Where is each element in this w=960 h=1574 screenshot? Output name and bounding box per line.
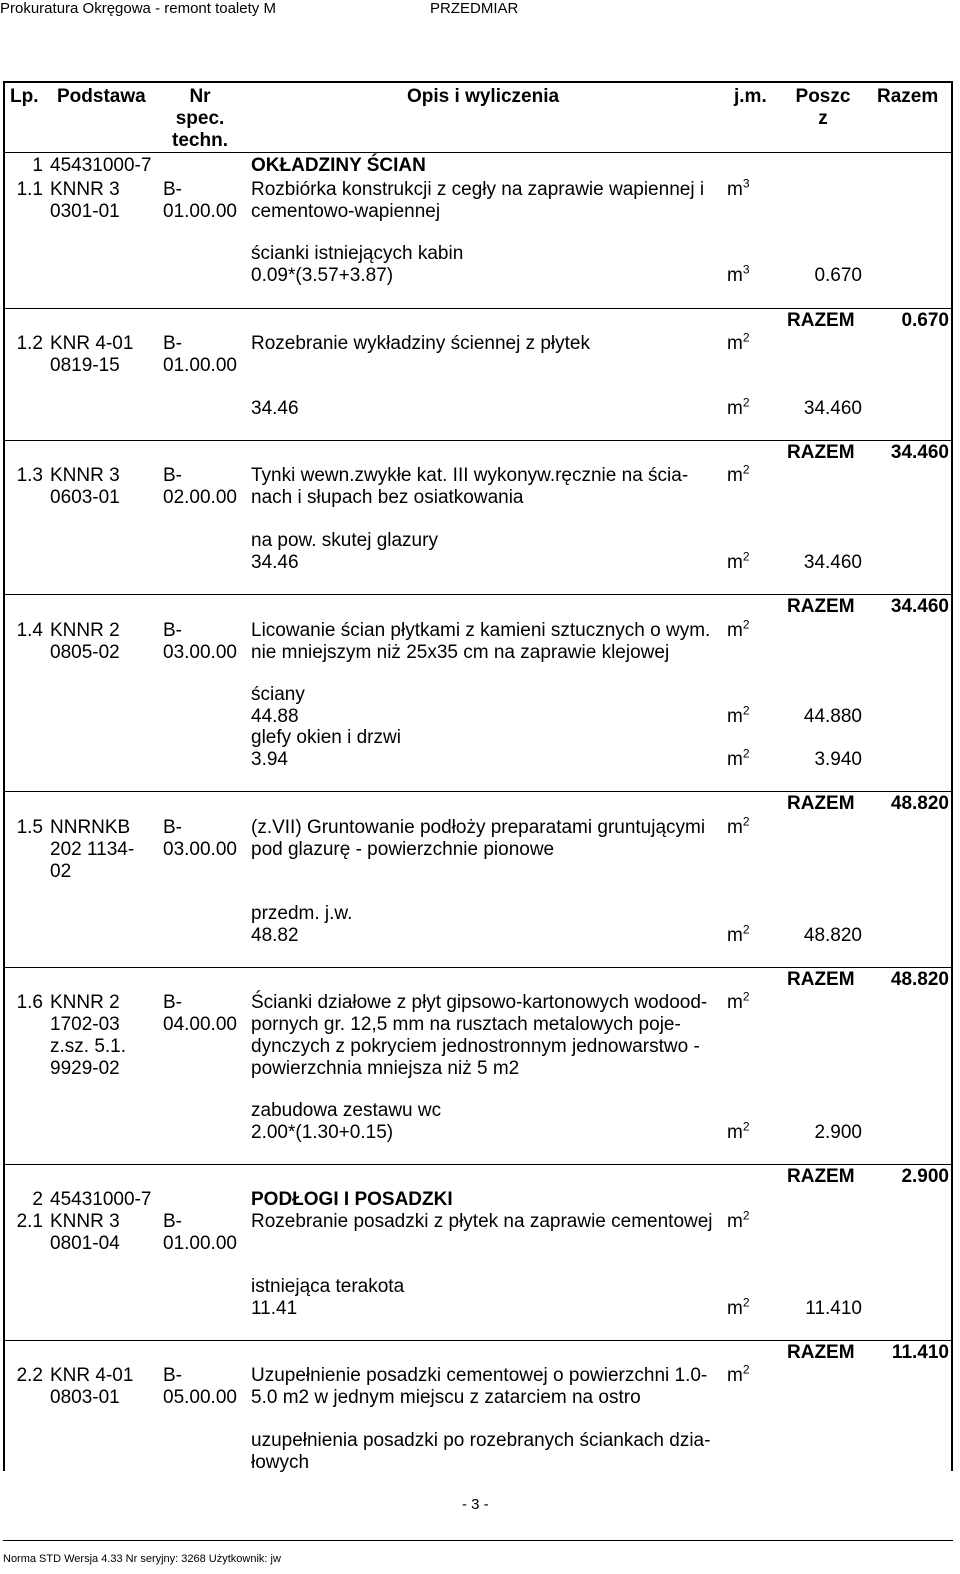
footer-divider — [3, 1540, 953, 1541]
calc-expression: 48.82 — [251, 925, 299, 946]
page-number: - 3 - — [462, 1496, 489, 1513]
col-razem: Razem — [877, 86, 939, 107]
item-lp: 1.1 — [16, 179, 43, 200]
item-opis-line4: powierzchnia mniejsza niż 5 m2 — [251, 1058, 520, 1079]
calc-jm: $m^3$ — [727, 262, 750, 286]
row-divider — [3, 967, 953, 968]
razem-label: RAZEM — [787, 310, 855, 331]
item-opis-line2: nach i słupach bez osiatkowania — [251, 487, 524, 508]
col-opis: Opis i wyliczenia — [407, 86, 560, 107]
item-podstawa-line4: 9929-02 — [50, 1058, 120, 1079]
calc-jm: $m^2$ — [727, 395, 750, 419]
item-nr: B- — [163, 817, 182, 838]
item-lp: 1.6 — [16, 992, 43, 1013]
calc-label: zabudowa zestawu wc — [251, 1100, 442, 1121]
footer-info: Norma STD Wersja 4.33 Nr seryjny: 3268 Użytkownik: jw — [3, 1553, 281, 1565]
razem-value: 0.670 — [901, 310, 949, 331]
calc-value: 34.460 — [803, 552, 862, 573]
item-jm: $m^2$ — [727, 1362, 750, 1386]
item-opis: Ścianki działowe z płyt gipsowo-kartonowych wodood- — [251, 992, 708, 1013]
razem-value: 2.900 — [901, 1166, 949, 1187]
calc-label: przedm. j.w. — [251, 903, 353, 924]
row-divider — [3, 594, 953, 595]
calc-value: 11.410 — [805, 1298, 862, 1319]
item-podstawa-line2: 1702-03 — [50, 1014, 120, 1035]
row-divider — [3, 308, 953, 309]
item-nr: B- — [163, 1211, 182, 1232]
item-opis-line2: pornych gr. 12,5 mm na rusztach metalowych poje- — [251, 1014, 681, 1035]
item-podstawa: KNNR 3 — [50, 179, 120, 200]
calc-value: 3.940 — [814, 749, 862, 770]
calc-value: 34.460 — [803, 398, 862, 419]
row-divider — [3, 791, 953, 792]
item-podstawa-line3: 02 — [50, 861, 72, 882]
item-podstawa: KNR 4-01 — [50, 1365, 134, 1386]
razem-label: RAZEM — [787, 969, 855, 990]
item-nr: B- — [163, 465, 182, 486]
calc-value: 2.900 — [814, 1122, 862, 1143]
item-lp: 1.5 — [16, 817, 43, 838]
item-opis: (z.VII) Gruntowanie podłoży preparatami gruntującymi — [251, 817, 706, 838]
item-podstawa: NNRNKB — [50, 817, 131, 838]
item-nr: B- — [163, 333, 182, 354]
col-nr: Nr — [189, 86, 211, 107]
calc-expression: 11.41 — [251, 1298, 298, 1319]
calc-expression: 34.46 — [251, 552, 299, 573]
item-podstawa-line2: 0301-01 — [50, 201, 120, 222]
item-podstawa-line2: 0801-04 — [50, 1233, 120, 1254]
item-lp: 2.1 — [16, 1211, 43, 1232]
item-podstawa-line2: 0603-01 — [50, 487, 120, 508]
calc-label: na pow. skutej glazury — [251, 530, 438, 551]
item-nr-line2: 01.00.00 — [163, 1233, 237, 1254]
table-top-border — [3, 81, 953, 83]
section-number: 1 — [32, 155, 43, 176]
section-title: PODŁOGI I POSADZKI — [251, 1189, 453, 1210]
item-opis: Rozebranie wykładziny ściennej z płytek — [251, 333, 590, 354]
razem-value: 34.460 — [890, 442, 949, 463]
razem-value: 34.460 — [890, 596, 949, 617]
razem-label: RAZEM — [787, 793, 855, 814]
item-podstawa: KNNR 3 — [50, 1211, 120, 1232]
calc-label-line2: łowych — [251, 1452, 310, 1473]
row-divider — [3, 1164, 953, 1165]
section-number: 2 — [32, 1189, 43, 1210]
calc-expression: 44.88 — [251, 706, 299, 727]
calc-jm: $m^2$ — [727, 746, 750, 770]
item-lp: 1.2 — [16, 333, 43, 354]
item-nr-line2: 03.00.00 — [163, 642, 237, 663]
col-poszcz: Poszc — [795, 86, 851, 107]
item-jm: $m^2$ — [727, 814, 750, 838]
item-opis: Tynki wewn.zwykłe kat. III wykonyw.ręcznie na ścia- — [251, 465, 689, 486]
item-nr-line2: 01.00.00 — [163, 355, 237, 376]
item-podstawa-line2: 0805-02 — [50, 642, 120, 663]
calc-expression: 0.09*(3.57+3.87) — [251, 265, 394, 286]
item-nr-line2: 03.00.00 — [163, 839, 237, 860]
item-nr: B- — [163, 992, 182, 1013]
document-type: PRZEDMIAR — [430, 0, 519, 17]
calc-expression: 3.94 — [251, 749, 288, 770]
item-lp: 1.3 — [16, 465, 43, 486]
item-podstawa-line2: 0803-01 — [50, 1387, 120, 1408]
razem-label: RAZEM — [787, 442, 855, 463]
col-jm: j.m. — [734, 86, 767, 107]
calc-label: ściany — [251, 684, 305, 705]
calc-expression: 34.46 — [251, 398, 299, 419]
item-jm: $m^2$ — [727, 462, 750, 486]
item-jm: $m^2$ — [727, 989, 750, 1013]
calc-jm: $m^2$ — [727, 703, 750, 727]
item-nr: B- — [163, 179, 182, 200]
col-lp: Lp. — [10, 86, 39, 107]
calc-jm: $m^2$ — [727, 549, 750, 573]
section-code: 45431000-7 — [50, 1189, 152, 1210]
calc-value: 44.880 — [803, 706, 862, 727]
calc-value: 48.820 — [803, 925, 862, 946]
razem-label: RAZEM — [787, 1342, 855, 1363]
razem-value: 48.820 — [890, 793, 949, 814]
item-podstawa-line3: z.sz. 5.1. — [50, 1036, 127, 1057]
calc-label: glefy okien i drzwi — [251, 727, 401, 748]
calc-jm: $m^2$ — [727, 1295, 750, 1319]
calc-expression: 2.00*(1.30+0.15) — [251, 1122, 394, 1143]
item-nr-line2: 05.00.00 — [163, 1387, 237, 1408]
item-opis-line3: dynczych z pokryciem jednostronnym jednowarstwo - — [251, 1036, 700, 1057]
item-nr: B- — [163, 1365, 182, 1386]
item-lp: 2.2 — [16, 1365, 43, 1386]
item-nr-line2: 02.00.00 — [163, 487, 237, 508]
col-nr-line2: spec. — [175, 108, 225, 129]
item-podstawa-line2: 202 1134- — [50, 839, 135, 860]
item-jm: $m^2$ — [727, 330, 750, 354]
item-podstawa: KNNR 2 — [50, 620, 120, 641]
calc-jm: $m^2$ — [727, 1119, 750, 1143]
calc-value: 0.670 — [814, 265, 862, 286]
table-right-border — [951, 81, 953, 1471]
item-opis-line2: pod glazurę - powierzchnie pionowe — [251, 839, 555, 860]
item-opis-line2: nie mniejszym niż 25x35 cm na zaprawie klejowej — [251, 642, 670, 663]
razem-label: RAZEM — [787, 1166, 855, 1187]
row-divider — [3, 440, 953, 441]
razem-value: 11.410 — [891, 1342, 949, 1363]
razem-label: RAZEM — [787, 596, 855, 617]
item-podstawa: KNNR 2 — [50, 992, 120, 1013]
item-jm: $m^3$ — [727, 176, 750, 200]
item-podstawa: KNNR 3 — [50, 465, 120, 486]
header-divider — [3, 152, 953, 153]
col-poszcz-line2: z — [818, 108, 828, 129]
item-opis: Rozbiórka konstrukcji z cegły na zaprawie wapiennej i — [251, 179, 705, 200]
calc-jm: $m^2$ — [727, 922, 750, 946]
item-podstawa: KNR 4-01 — [50, 333, 134, 354]
item-opis-line2: 5.0 m2 w jednym miejscu z zatarciem na ostro — [251, 1387, 641, 1408]
row-divider — [3, 1340, 953, 1341]
razem-value: 48.820 — [890, 969, 949, 990]
section-title: OKŁADZINY ŚCIAN — [251, 155, 426, 176]
item-opis: Rozebranie posadzki z płytek na zaprawie cementowej — [251, 1211, 713, 1232]
document-title: Prokuratura Okręgowa - remont toalety M — [0, 0, 276, 17]
item-opis: Licowanie ścian płytkami z kamieni sztucznych o wym. — [251, 620, 711, 641]
col-nr-line3: techn. — [172, 130, 228, 151]
item-jm: $m^2$ — [727, 617, 750, 641]
item-nr: B- — [163, 620, 182, 641]
table-left-border — [3, 81, 5, 1471]
col-podstawa: Podstawa — [57, 86, 146, 107]
item-jm: $m^2$ — [727, 1208, 750, 1232]
item-opis: Uzupełnienie posadzki cementowej o powierzchni 1.0- — [251, 1365, 708, 1386]
calc-label: istniejąca terakota — [251, 1276, 405, 1297]
section-code: 45431000-7 — [50, 155, 152, 176]
calc-label: uzupełnienia posadzki po rozebranych ściankach dzia- — [251, 1430, 711, 1451]
item-podstawa-line2: 0819-15 — [50, 355, 120, 376]
item-lp: 1.4 — [16, 620, 43, 641]
calc-label: ścianki istniejących kabin — [251, 243, 464, 264]
item-nr-line2: 04.00.00 — [163, 1014, 237, 1035]
item-nr-line2: 01.00.00 — [163, 201, 237, 222]
item-opis-line2: cementowo-wapiennej — [251, 201, 441, 222]
